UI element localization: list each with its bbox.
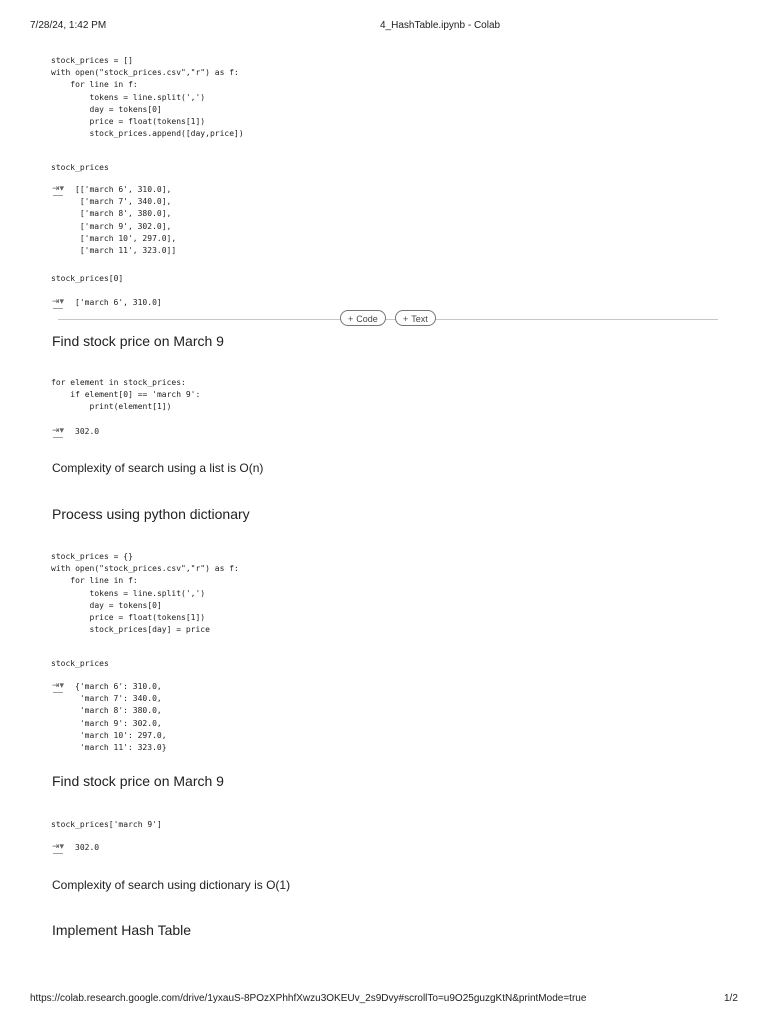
code-cell-search-list[interactable]: for element in stock_prices: if element[0] == 'march 9': print(element[1]) [51,378,201,412]
output-dict: {'march 6': 310.0, 'march 7': 340.0, 'march 8': 380.0, 'march 9': 302.0, 'march 10': 297.0, 'march 11': 323.0} [75,682,167,753]
code-cell-stock-prices[interactable]: stock_prices [51,163,109,172]
code-cell-dict-lookup[interactable]: stock_prices['march 9'] [51,820,162,829]
print-page-number: 1/2 [724,993,738,1004]
markdown-heading: Find stock price on March 9 [52,333,224,349]
output-icon[interactable]: ⇥▾ [52,426,65,436]
add-code-label: Code [356,314,378,324]
output-icon[interactable]: ⇥▾ [52,184,65,194]
markdown-heading: Process using python dictionary [52,506,250,522]
plus-icon: + [348,314,354,324]
output-icon[interactable]: ⇥▾ [52,297,65,307]
print-datetime: 7/28/24, 1:42 PM [30,20,107,31]
output-value: 302.0 [75,843,100,852]
markdown-text: Complexity of search using dictionary is O(1) [52,878,291,892]
print-url: https://colab.research.google.com/drive/1yxauS-8POzXPhhfXwzu3OKEUv_2s9Dvy#scrollTo=u9O25guzgKtN&printMode=true [30,993,587,1004]
cell-divider [58,319,718,320]
markdown-text: Complexity of search using a list is O(n) [52,461,264,475]
print-title: 4_HashTable.ipynb - Colab [380,20,501,31]
output-first-item: ['march 6', 310.0] [75,298,162,307]
output-icon[interactable]: ⇥▾ [52,842,65,852]
markdown-heading: Implement Hash Table [52,922,192,938]
plus-icon: + [403,314,409,324]
add-text-button[interactable] [395,310,436,326]
add-text-label: Text [411,314,428,324]
output-value: 302.0 [75,427,100,436]
code-cell-index-0[interactable]: stock_prices[0] [51,274,124,283]
output-icon[interactable]: ⇥▾ [52,681,65,691]
markdown-heading: Find stock price on March 9 [52,773,224,789]
output-list: [['march 6', 310.0], ['march 7', 340.0], ['march 8', 380.0], ['march 9', 302.0], ['march 10', 297.0], ['march 11', 323.0]] [75,185,177,256]
code-cell-read-csv-dict[interactable]: stock_prices = {} with open("stock_prices.csv","r") as f: for line in f: tokens = line.split(',') day = tokens[0] price = float(tokens[1]) stock_prices[day] = price [51,552,239,635]
add-code-button[interactable] [340,310,386,326]
code-cell-read-csv-list[interactable]: stock_prices = [] with open("stock_prices.csv","r") as f: for line in f: tokens = line.split(',') day = tokens[0] price = float(tokens[1]) stock_prices.append([day,price]) [51,56,244,139]
code-cell-stock-prices-dict[interactable]: stock_prices [51,659,109,668]
